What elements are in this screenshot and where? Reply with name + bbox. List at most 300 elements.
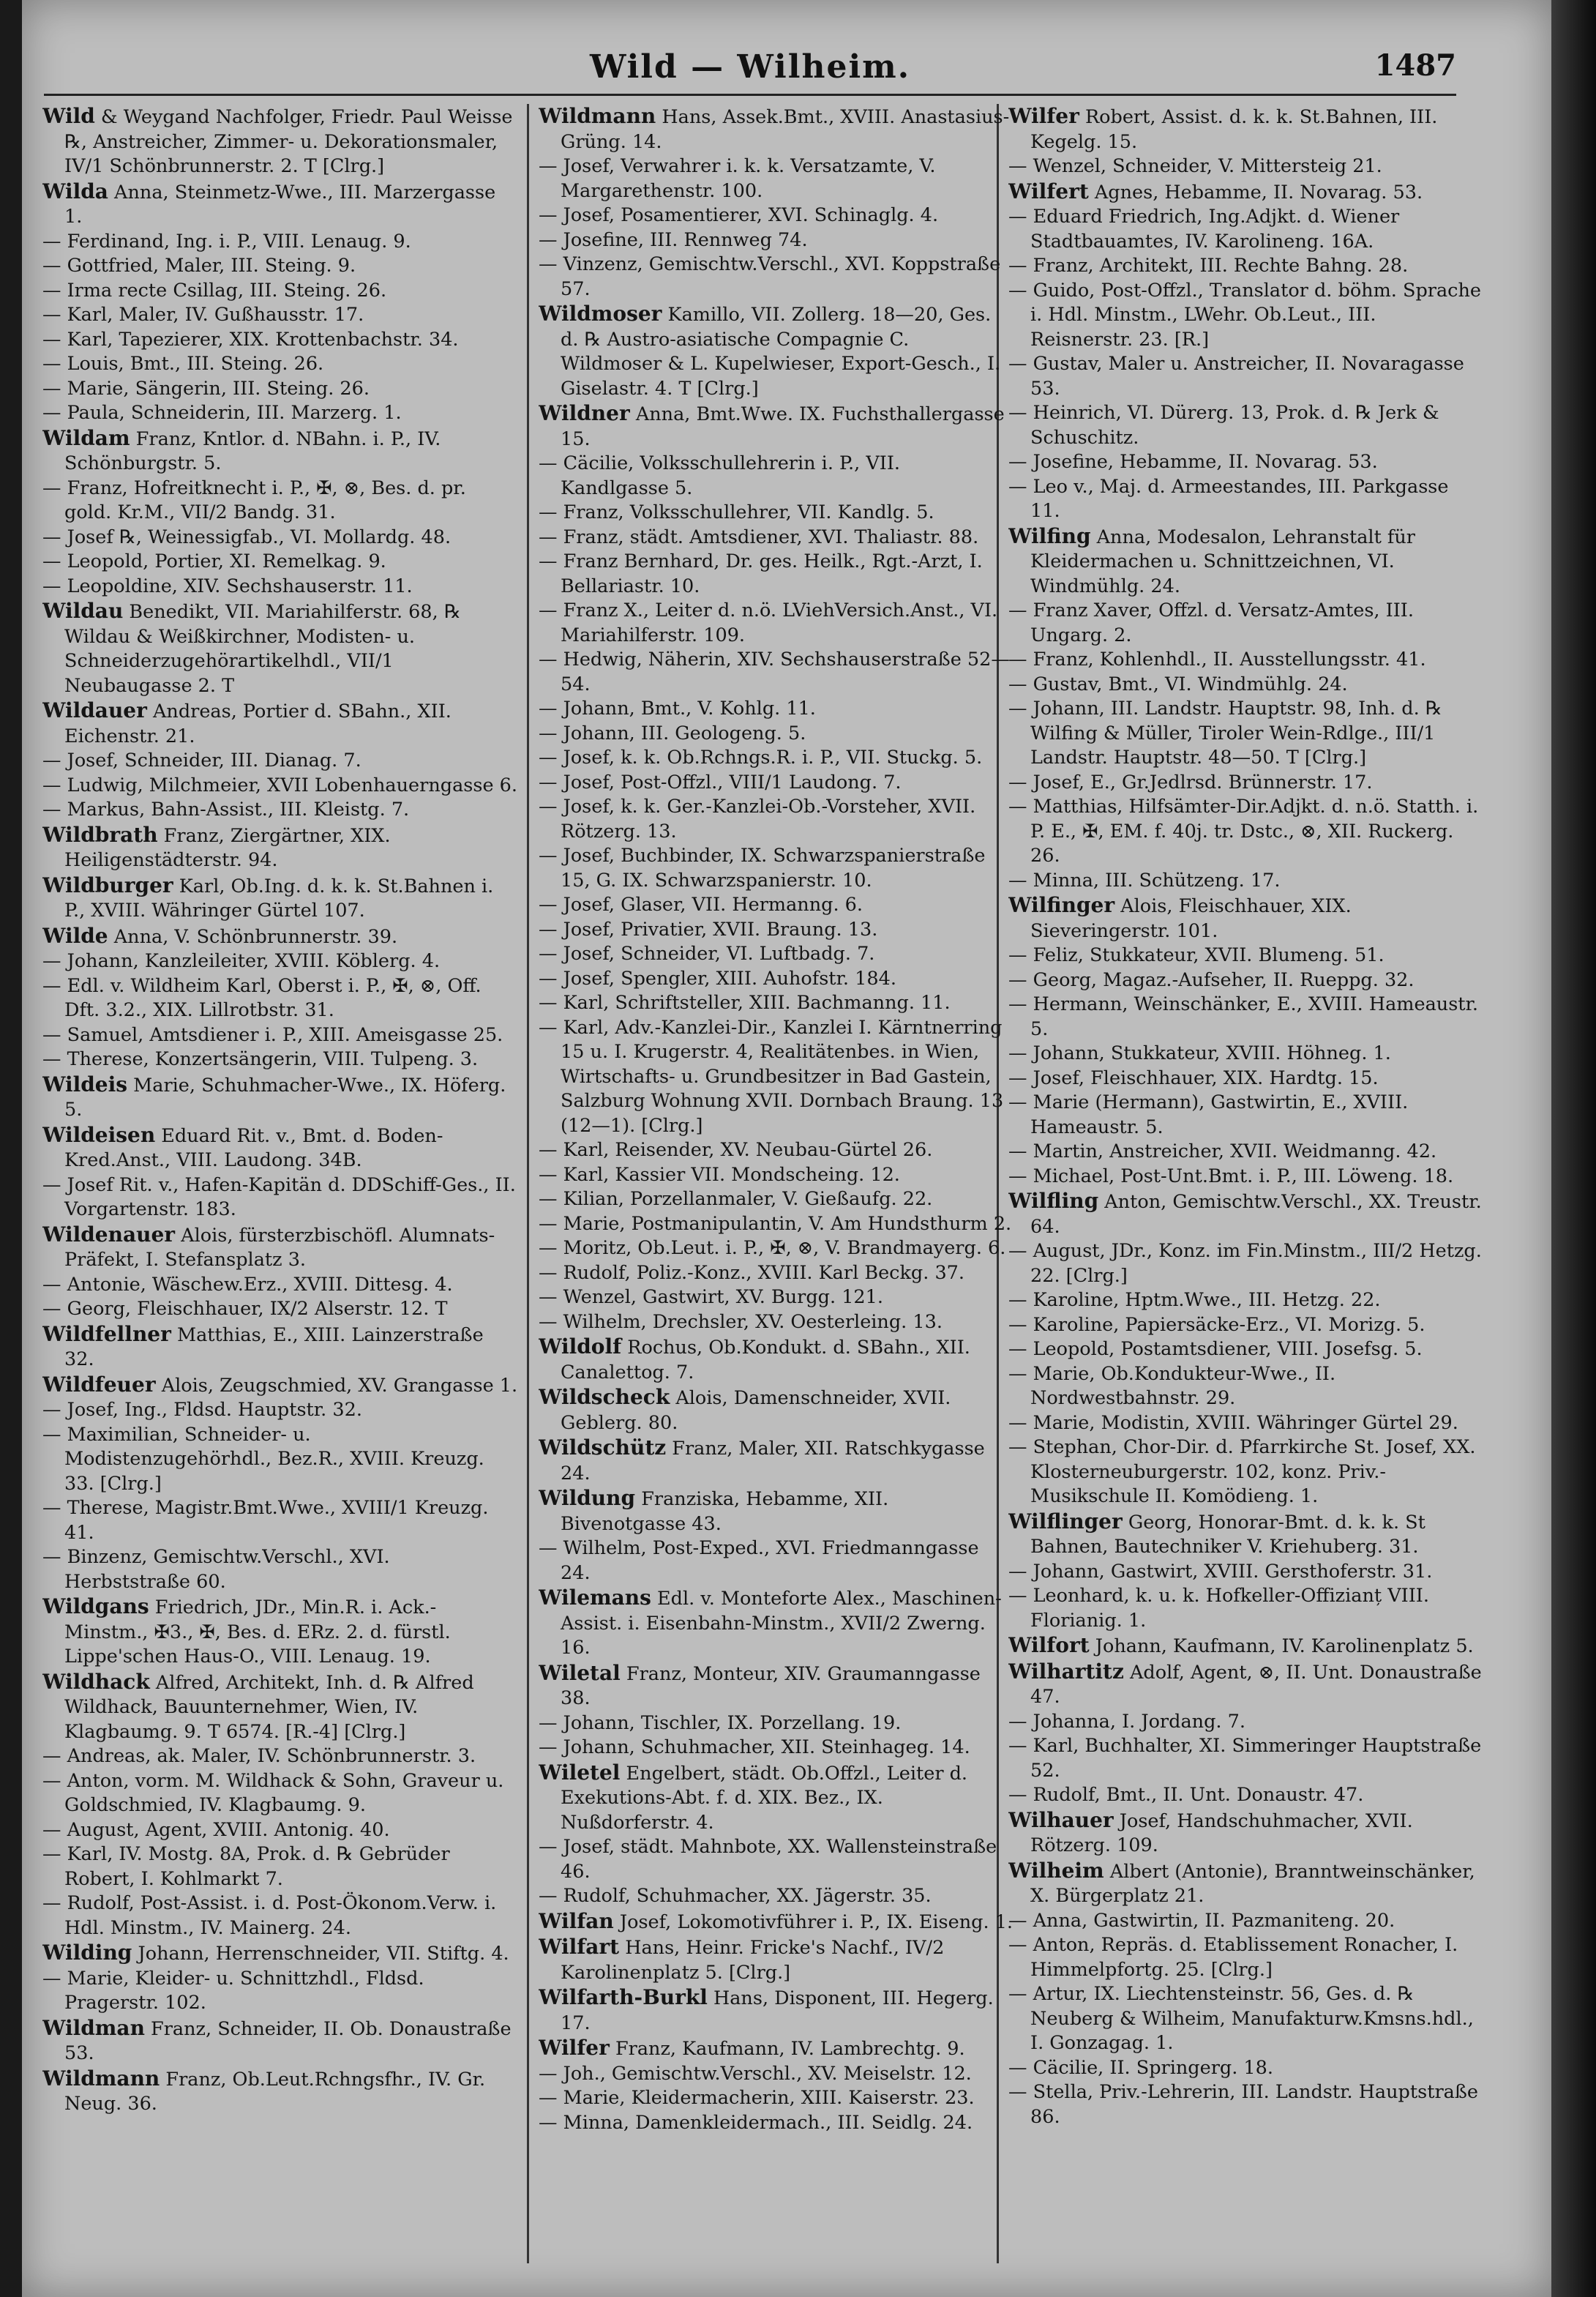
directory-entry xyxy=(539,1385,1014,1435)
entry-text: Engelbert, städt. Ob.Offzl., Leiter d. Exekutions-Abt. f. d. XIX. Bez., IX. Nußdorferstr. 4. xyxy=(561,1762,968,1834)
column-1 xyxy=(42,104,518,2271)
entry-surname: Wildscheck xyxy=(539,1385,670,1409)
directory-entry xyxy=(1008,1067,1484,1091)
entry-text: — Marie, Ob.Kondukteur-Wwe., II. Nordwestbahnstr. 29. xyxy=(1008,1362,1336,1409)
directory-entry xyxy=(1008,1239,1484,1288)
entry-surname: Wilfer xyxy=(539,2036,610,2060)
entry-text: Agnes, Hebamme, II. Novarag. 53. xyxy=(1088,181,1423,203)
entry-text: — Johann, Tischler, IX. Porzellang. 19. xyxy=(539,1711,902,1734)
directory-entry xyxy=(1008,869,1484,894)
entry-text: — Franz, Architekt, III. Rechte Bahng. 28. xyxy=(1008,255,1409,277)
directory-entry xyxy=(539,1285,1014,1310)
entry-text: Marie, Schuhmacher-Wwe., IX. Höferg. 5. xyxy=(64,1074,506,1121)
directory-entry xyxy=(1008,524,1484,600)
entry-text: Alfred, Architekt, Inh. d. ℞ Alfred Wildhack, Bauunternehmer, Wien, IV. Klagbaumg. 9. T 6574. [R.-4] [Clrg.] xyxy=(64,1671,474,1743)
directory-entry xyxy=(42,873,518,924)
directory-entry xyxy=(42,774,518,799)
entry-text: — Karl, Adv.-Kanzlei-Dir., Kanzlei I. Kärntnerring 15 u. I. Krugerstr. 4, Realitätenbes. in Wien, Wirtschafts- u. Grundbesitzer in Bad Gastein, Salzburg Wohnung XVII. Dornbach Braung. 13 (12—1). [Clrg.] xyxy=(539,1016,1004,1137)
directory-entry xyxy=(1008,1362,1484,1411)
directory-entry xyxy=(42,1744,518,1769)
entry-surname: Wilhartitz xyxy=(1008,1659,1124,1684)
directory-entry xyxy=(539,893,1014,918)
directory-entry xyxy=(42,1023,518,1048)
entry-surname: Wilfinger xyxy=(1008,893,1115,917)
directory-entry xyxy=(539,1212,1014,1237)
directory-entry xyxy=(539,1016,1014,1139)
directory-entry xyxy=(539,1486,1014,1536)
entry-surname: Wildung xyxy=(539,1486,636,1510)
entry-text: — Josef, Schneider, III. Dianag. 7. xyxy=(42,750,361,772)
entry-text: — Gustav, Maler u. Anstreicher, II. Novaragasse 53. xyxy=(1008,353,1464,400)
entry-surname: Wildolf xyxy=(539,1334,622,1359)
directory-entry xyxy=(539,1435,1014,1486)
directory-entry xyxy=(1008,599,1484,648)
entry-text: — Johann, III. Landstr. Hauptstr. 98, Inh. d. ℞ Wilfing & Müller, Tiroler Wein-Rdlge., III/1 Landstr. Hauptstr. 48—50. T [Clrg.] xyxy=(1008,698,1442,769)
entry-surname: Wilda xyxy=(42,179,108,203)
entry-text: — Rudolf, Schuhmacher, XX. Jägerstr. 35. xyxy=(539,1885,932,1907)
directory-entry xyxy=(42,1173,518,1222)
entry-text: Josef, Handschuhmacher, XVII. Rötzerg. 109. xyxy=(1030,1809,1413,1856)
directory-entry xyxy=(42,1967,518,2016)
directory-entry xyxy=(42,477,518,526)
directory-entry xyxy=(539,1884,1014,1909)
directory-entry xyxy=(539,104,1014,154)
entry-surname: Wilding xyxy=(42,1941,132,1965)
entry-text: — Marie, Sängerin, III. Steing. 26. xyxy=(42,377,370,400)
entry-text: — Josef Rit. v., Hafen-Kapitän d. DDSchiff-Ges., II. Vorgartenstr. 183. xyxy=(42,1173,516,1220)
entry-text: Georg, Honorar-Bmt. d. k. k. St Bahnen, Bautechniker V. Kriehuberg. 31. xyxy=(1030,1511,1425,1558)
directory-entry xyxy=(539,697,1014,722)
directory-entry xyxy=(539,746,1014,771)
entry-text: — Leopold, Postamtsdiener, VIII. Josefsg. 5. xyxy=(1008,1338,1423,1360)
entry-text: Eduard Rit. v., Bmt. d. Boden-Kred.Anst., VIII. Laudong. 34B. xyxy=(64,1124,443,1171)
directory-entry xyxy=(539,401,1014,452)
directory-entry xyxy=(1008,1710,1484,1735)
directory-entry xyxy=(42,328,518,353)
directory-entry xyxy=(1008,893,1484,944)
entry-text: — Ludwig, Milchmeier, XVII Lobenhauerngasse 6. xyxy=(42,774,517,796)
directory-entry xyxy=(42,1322,518,1372)
entry-text: — Josefine, III. Rennweg 74. xyxy=(539,228,808,251)
page-header xyxy=(44,44,1456,88)
entry-text: — Josef, Spengler, XIII. Auhofstr. 184. xyxy=(539,967,896,990)
entry-text: Anton, Gemischtw.Verschl., XX. Treustr. 64. xyxy=(1030,1191,1482,1238)
entry-text: — Karl, Tapezierer, XIX. Krottenbachstr. 34. xyxy=(42,328,459,351)
directory-entry xyxy=(1008,450,1484,475)
directory-entry xyxy=(539,1163,1014,1188)
entry-text: — Vinzenz, Gemischtw.Verschl., XVI. Koppstraße 57. xyxy=(539,253,1001,300)
entry-text: Franz, Kntlor. d. NBahn. i. P., IV. Schönburgstr. 5. xyxy=(64,427,441,474)
directory-entry xyxy=(539,203,1014,228)
directory-entry xyxy=(1008,1909,1484,1934)
directory-entry xyxy=(1008,968,1484,993)
entry-surname: Wildam xyxy=(42,425,130,450)
entry-surname: Wildfellner xyxy=(42,1321,171,1346)
entry-text: — Anton, vorm. M. Wildhack & Sohn, Graveur u. Goldschmied, IV. Klagbaumg. 9. xyxy=(42,1769,504,1816)
entry-text: Johann, Kaufmann, IV. Karolinenplatz 5. xyxy=(1089,1635,1474,1657)
directory-entry xyxy=(42,1398,518,1423)
entry-text: — Johann, Schuhmacher, XII. Steinhageg. 14. xyxy=(539,1736,970,1758)
entry-text: — Franz Bernhard, Dr. ges. Heilk., Rgt.-Arzt, I. Bellariastr. 10. xyxy=(539,550,983,597)
directory-entry xyxy=(42,1297,518,1322)
entry-text: — Maximilian, Schneider- u. Modistenzugehörhdl., Bez.R., XVIII. Kreuzg. 33. [Clrg.] xyxy=(42,1423,484,1495)
entry-text: Alois, Zeugschmied, XV. Grangasse 1. xyxy=(155,1374,518,1397)
entry-text: — Josef, Fleischhauer, XIX. Hardtg. 15. xyxy=(1008,1067,1379,1089)
entry-text: — Rudolf, Bmt., II. Unt. Donaustr. 47. xyxy=(1008,1784,1364,1806)
directory-entry xyxy=(42,377,518,402)
entry-text: — Leonhard, k. u. k. Hofkeller-Offizianț VIII. Florianig. 1. xyxy=(1008,1585,1429,1632)
entry-text: Anna, Steinmetz-Wwe., III. Marzergasse 1. xyxy=(64,181,496,228)
directory-entry xyxy=(42,1842,518,1891)
directory-entry xyxy=(539,1536,1014,1586)
entry-text: — Karl, IV. Mostg. 8A, Prok. d. ℞ Gebrüder Robert, I. Kohlmarkt 7. xyxy=(42,1843,450,1890)
column-3 xyxy=(1008,104,1484,2271)
entry-text: — Karl, Buchhalter, XI. Simmeringer Hauptstraße 52. xyxy=(1008,1735,1482,1782)
directory-entry xyxy=(42,1496,518,1545)
directory-entry xyxy=(539,722,1014,747)
entry-text: Alois, fürsterzbischöfl. Alumnats-Präfekt, I. Stefansplatz 3. xyxy=(64,1224,495,1271)
entry-surname: Wilhauer xyxy=(1008,1807,1114,1832)
entry-text: Anna, Modesalon, Lehranstalt für Kleidermachen u. Schnittzeichnen, VI. Windmühlg. 24. xyxy=(1030,526,1415,597)
directory-entry xyxy=(539,2036,1014,2062)
directory-entry xyxy=(1008,352,1484,401)
entry-text: Josef, Lokomotivführer i. P., IX. Eiseng. 1. xyxy=(613,1911,1014,1933)
directory-entry xyxy=(1008,993,1484,1042)
directory-entry xyxy=(42,550,518,575)
directory-entry xyxy=(42,1941,518,1967)
entry-text: — Wilhelm, Drechsler, XV. Oesterleing. 13. xyxy=(539,1310,943,1333)
entry-text: — Binzenz, Gemischtw.Verschl., XVI. Herbststraße 60. xyxy=(42,1546,390,1593)
directory-entry xyxy=(1008,279,1484,353)
entry-text: Franz, Ziergärtner, XIX. Heiligenstädterstr. 94. xyxy=(64,824,391,871)
directory-entry xyxy=(1008,1288,1484,1313)
entry-text: — Minna, Damenkleidermach., III. Seidlg. 24. xyxy=(539,2111,973,2134)
directory-entry xyxy=(539,154,1014,203)
entry-text: — Guido, Post-Offzl., Translator d. böhm. Sprache i. Hdl. Minstm., LWehr. Ob.Leut., III. Reisnerstr. 23. [R.] xyxy=(1008,279,1481,351)
entry-surname: Wilemans xyxy=(539,1586,651,1610)
directory-entry xyxy=(1008,1435,1484,1509)
directory-entry xyxy=(1008,254,1484,279)
entry-text: Robert, Assist. d. k. k. St.Bahnen, III. Kegelg. 15. xyxy=(1030,106,1438,153)
entry-text: Matthias, E., XIII. Lainzerstraße 32. xyxy=(64,1323,484,1370)
entry-surname: Wildmann xyxy=(42,2066,160,2091)
entry-text: — Matthias, Hilfsämter-Dir.Adjkt. d. n.ö. Statth. i. P. E., ✠, EM. f. 40j. tr. Dstc., ⊗, XII. Ruckerg. 26. xyxy=(1008,796,1479,867)
entry-text: Karl, Ob.Ing. d. k. k. St.Bahnen i. P., XVIII. Währinger Gürtel 107. xyxy=(64,875,494,922)
directory-entry xyxy=(539,1138,1014,1163)
entry-text: — Josef, E., Gr.Jedlrsd. Brünnerstr. 17. xyxy=(1008,771,1373,793)
directory-entry xyxy=(539,942,1014,967)
directory-entry xyxy=(539,501,1014,526)
entry-text: Franz, Monteur, XIV. Graumanngasse 38. xyxy=(561,1662,981,1709)
entry-text: — Franz, städt. Amtsdiener, XVI. Thaliastr. 88. xyxy=(539,526,979,548)
directory-entry xyxy=(539,228,1014,253)
entry-text: — Moritz, Ob.Leut. i. P., ✠, ⊗, V. Brandmayerg. 6. xyxy=(539,1237,1006,1259)
directory-entry xyxy=(539,2111,1014,2136)
entry-text: — Samuel, Amtsdiener i. P., XIII. Ameisgasse 25. xyxy=(42,1023,503,1046)
directory-entry xyxy=(42,1047,518,1072)
entry-text: Johann, Herrenschneider, VII. Stiftg. 4. xyxy=(132,1943,509,1965)
entry-text: Adolf, Agent, ⊗, II. Unt. Donaustraße 47. xyxy=(1030,1661,1482,1708)
entry-text: — Marie, Modistin, XVIII. Währinger Gürtel 29. xyxy=(1008,1411,1458,1434)
entry-text: — Leo v., Maj. d. Armeestandes, III. Parkgasse 11. xyxy=(1008,475,1449,522)
directory-entry xyxy=(1008,1933,1484,1982)
entry-text: Franz, Kaufmann, IV. Lambrechtg. 9. xyxy=(609,2038,965,2060)
entry-surname: Wildburger xyxy=(42,873,173,897)
entry-text: — Josef, Glaser, VII. Hermanng. 6. xyxy=(539,894,863,916)
directory-entry xyxy=(539,550,1014,599)
entry-surname: Wiletel xyxy=(539,1760,621,1785)
entry-text: — Stephan, Chor-Dir. d. Pfarrkirche St. Josef, XX. Klosterneuburgerstr. 102, konz. Priv.-Musikschule II. Komödieng. 1. xyxy=(1008,1436,1476,1507)
directory-entry xyxy=(42,1891,518,1941)
entry-text: Hans, Heinr. Fricke's Nachf., IV/2 Karolinenplatz 5. [Clrg.] xyxy=(561,1937,945,1984)
entry-text: — Feliz, Stukkateur, XVII. Blumeng. 51. xyxy=(1008,944,1385,966)
entry-text: Andreas, Portier d. SBahn., XII. Eichenstr. 21. xyxy=(64,701,452,747)
entry-text: — Karoline, Papiersäcke-Erz., VI. Morizg. 5. xyxy=(1008,1313,1425,1336)
directory-entry xyxy=(1008,1584,1484,1633)
entry-text: Friedrich, JDr., Min.R. i. Ack.-Minstm., ✠3., ✠, Bes. d. ERz. 2. d. fürstl. Lippe'schen Haus-O., VIII. Lenaug. 19. xyxy=(64,1596,451,1667)
directory-entry xyxy=(42,949,518,974)
entry-text: — Marie, Kleider- u. Schnittzhdl., Fldsd. Pragerstr. 102. xyxy=(42,1967,424,2014)
directory-entry xyxy=(1008,1189,1484,1239)
directory-entry xyxy=(539,844,1014,893)
directory-entry xyxy=(1008,1140,1484,1165)
directory-entry xyxy=(1008,1313,1484,1338)
entry-surname: Wildhack xyxy=(42,1669,150,1694)
directory-entry xyxy=(539,967,1014,992)
entry-text: — Anton, Repräs. d. Etablissement Ronacher, I. Himmelpfortg. 25. [Clrg.] xyxy=(1008,1934,1458,1981)
entry-text: — Hedwig, Näherin, XIV. Sechshauserstraße 52—54. xyxy=(539,649,1010,695)
directory-entry xyxy=(42,575,518,600)
directory-entry xyxy=(1008,1165,1484,1189)
directory-entry xyxy=(539,1661,1014,1711)
entry-text: — Antonie, Wäschew.Erz., XVIII. Dittesg. 4. xyxy=(42,1273,453,1296)
directory-entry xyxy=(1008,1560,1484,1585)
entry-text: — Josef, Privatier, XVII. Braung. 13. xyxy=(539,918,878,941)
entry-surname: Wildbrath xyxy=(42,822,158,847)
directory-entry xyxy=(539,253,1014,302)
entry-text: — Josef, k. k. Ob.Rchngs.R. i. P., VII. Stuckg. 5. xyxy=(539,747,983,769)
entry-surname: Wildman xyxy=(42,2015,145,2040)
directory-entry xyxy=(1008,154,1484,179)
directory-entry xyxy=(539,771,1014,796)
directory-entry xyxy=(1008,1633,1484,1659)
directory-entry xyxy=(1008,648,1484,673)
directory-entry xyxy=(539,795,1014,844)
directory-entry xyxy=(1008,1337,1484,1362)
directory-entry xyxy=(539,648,1014,697)
entry-text: — Therese, Magistr.Bmt.Wwe., XVIII/1 Kreuzg. 41. xyxy=(42,1497,489,1544)
directory-entry xyxy=(539,1909,1014,1935)
entry-surname: Wildeisen xyxy=(42,1122,156,1147)
entry-text: — Karl, Kassier VII. Mondscheing. 12. xyxy=(539,1163,900,1186)
directory-entry xyxy=(1008,475,1484,524)
directory-entry xyxy=(1008,1509,1484,1560)
entry-surname: Wilfling xyxy=(1008,1189,1099,1213)
directory-entry xyxy=(42,279,518,304)
column-2 xyxy=(539,104,1014,2271)
entry-surname: Wildeis xyxy=(42,1072,128,1097)
entry-surname: Wilde xyxy=(42,923,108,948)
entry-text: Benedikt, VII. Mariahilferstr. 68, ℞ Wildau & Weißkirchner, Modisten- u. Schneiderzugehörartikelhdl., VII/1 Neubaugasse 2. T xyxy=(64,601,461,697)
entry-text: — Johann, Gastwirt, XVIII. Gersthoferstr. 31. xyxy=(1008,1560,1433,1583)
directory-entry xyxy=(1008,1982,1484,2056)
directory-entry xyxy=(539,1835,1014,1884)
entry-surname: Wilfing xyxy=(1008,523,1091,548)
directory-entry xyxy=(42,599,518,698)
entry-surname: Wild xyxy=(42,104,95,128)
directory-entry xyxy=(42,1123,518,1173)
entry-text: — Marie (Hermann), Gastwirtin, E., XVIII. Hameaustr. 5. xyxy=(1008,1091,1409,1138)
entry-surname: Wildenauer xyxy=(42,1222,176,1247)
entry-text: & Weygand Nachfolger, Friedr. Paul Weisse ℞, Anstreicher, Zimmer- u. Dekorationsmaler, IV/1 Schönbrunnerstr. 2. T [Clrg.] xyxy=(64,106,513,177)
entry-text: — Ferdinand, Ing. i. P., VIII. Lenaug. 9. xyxy=(42,230,411,253)
column-divider xyxy=(527,104,529,2263)
entry-text: — Heinrich, VI. Dürerg. 13, Prok. d. ℞ Jerk & Schuschitz. xyxy=(1008,402,1439,449)
directory-entry xyxy=(42,1670,518,1745)
directory-entry xyxy=(42,104,518,179)
entry-text: — Gustav, Bmt., VI. Windmühlg. 24. xyxy=(1008,673,1348,695)
entry-text: — Franz Xaver, Offzl. d. Versatz-Amtes, III. Ungarg. 2. xyxy=(1008,600,1414,646)
directory-entry xyxy=(42,749,518,774)
directory-entry xyxy=(1008,795,1484,869)
directory-entry xyxy=(539,1736,1014,1760)
entry-text: — Irma recte Csillag, III. Steing. 26. xyxy=(42,279,387,302)
entry-text: — Kilian, Porzellanmaler, V. Gießaufg. 22. xyxy=(539,1188,933,1210)
directory-entry xyxy=(42,698,518,749)
directory-entry xyxy=(539,2062,1014,2087)
entry-surname: Wilfart xyxy=(539,1935,620,1959)
entry-text: — Johann, III. Geologeng. 5. xyxy=(539,722,806,744)
entry-text: — Franz, Kohlenhdl., II. Ausstellungsstr. 41. xyxy=(1008,649,1426,671)
entry-text: — Minna, III. Schützeng. 17. xyxy=(1008,869,1281,892)
entry-text: — Rudolf, Post-Assist. i. d. Post-Ökonom.Verw. i. Hdl. Minstm., IV. Mainerg. 24. xyxy=(42,1892,497,1939)
directory-entry xyxy=(539,1760,1014,1836)
directory-entry xyxy=(42,426,518,477)
entry-text: — Josefine, Hebamme, II. Novarag. 53. xyxy=(1008,451,1378,473)
running-head: Wild — Wilheim. xyxy=(589,48,911,86)
directory-entry xyxy=(1008,2080,1484,2129)
entry-text: — Marie, Kleidermacherin, XIII. Kaiserstr. 23. xyxy=(539,2087,975,2109)
entry-text: — Karoline, Hptm.Wwe., III. Hetzg. 22. xyxy=(1008,1289,1381,1311)
entry-text: — Wilhelm, Post-Exped., XVI. Friedmanngasse 24. xyxy=(539,1537,979,1584)
entry-text: — Artur, IX. Liechtensteinstr. 56, Ges. d. ℞ Neuberg & Wilheim, Manufakturw.Kmsns.hdl., I. Gonzagag. 1. xyxy=(1008,1983,1474,2054)
directory-entry xyxy=(1008,1734,1484,1783)
directory-entry xyxy=(42,2066,518,2117)
entry-surname: Wildschütz xyxy=(539,1435,667,1460)
directory-entry xyxy=(539,302,1014,401)
entry-text: Franziska, Hebamme, XII. Bivenotgasse 43. xyxy=(561,1488,889,1535)
entry-surname: Wilfert xyxy=(1008,179,1089,203)
entry-text: — Josef, Post-Offzl., VIII/1 Laudong. 7. xyxy=(539,771,902,793)
directory-entry xyxy=(42,526,518,550)
entry-text: — Josef, Schneider, VI. Luftbadg. 7. xyxy=(539,943,875,965)
directory-entry xyxy=(1008,1411,1484,1436)
directory-entry xyxy=(42,1769,518,1818)
entry-text: Hans, Assek.Bmt., XVIII. Anastasius-Grüng. 14. xyxy=(561,106,1010,153)
entry-text: — Franz X., Leiter d. n.ö. LViehVersich.Anst., VI. Mariahilferstr. 109. xyxy=(539,600,998,646)
book-spine xyxy=(1551,0,1596,2297)
entry-text: — Paula, Schneiderin, III. Marzerg. 1. xyxy=(42,402,402,424)
entry-surname: Wildau xyxy=(42,599,124,623)
directory-entry xyxy=(539,1586,1014,1661)
directory-entry xyxy=(539,526,1014,550)
entry-text: — Marie, Postmanipulantin, V. Am Hundsthurm 2. xyxy=(539,1212,1012,1235)
directory-entry xyxy=(539,452,1014,501)
directory-entry xyxy=(1008,673,1484,698)
header-rule xyxy=(44,94,1456,96)
directory-entry xyxy=(1008,1783,1484,1808)
directory-entry xyxy=(42,1545,518,1594)
entry-text: — Anna, Gastwirtin, II. Pazmaniteng. 20. xyxy=(1008,1909,1395,1932)
directory-entry xyxy=(1008,179,1484,206)
entry-text: — Josef, Verwahrer i. k. k. Versatzamte, V. Margarethenstr. 100. xyxy=(539,155,936,202)
directory-entry xyxy=(42,924,518,950)
entry-text: — Johann, Bmt., V. Kohlg. 11. xyxy=(539,698,816,720)
entry-text: — Georg, Fleischhauer, IX/2 Alserstr. 12. T xyxy=(42,1298,448,1320)
entry-surname: Wildner xyxy=(539,401,630,425)
directory-entry xyxy=(1008,697,1484,771)
entry-text: Franz, Schneider, II. Ob. Donaustraße 53. xyxy=(64,2017,512,2064)
directory-entry xyxy=(42,352,518,377)
entry-surname: Wilfer xyxy=(1008,104,1079,128)
directory-entry xyxy=(539,1236,1014,1261)
directory-entry xyxy=(42,1818,518,1843)
entry-text: Anna, V. Schönbrunnerstr. 39. xyxy=(108,925,398,948)
entry-surname: Wilfort xyxy=(1008,1633,1090,1657)
entry-surname: Wiletal xyxy=(539,1660,621,1685)
directory-entry xyxy=(1008,104,1484,154)
directory-entry xyxy=(539,1261,1014,1286)
directory-entry xyxy=(1008,205,1484,254)
directory-entry xyxy=(42,254,518,279)
entry-text: Alois, Fleischhauer, XIX. Sieveringerstr. 101. xyxy=(1030,895,1352,942)
directory-entry xyxy=(42,798,518,823)
entry-text: Franz, Ob.Leut.Rchngsfhr., IV. Gr. Neug. 36. xyxy=(64,2068,486,2115)
directory-entry xyxy=(539,1711,1014,1736)
entry-text: — Karl, Maler, IV. Gußhausstr. 17. xyxy=(42,304,364,326)
entry-text: Kamillo, VII. Zollerg. 18—20, Ges. d. ℞ Austro-asiatische Compagnie C. Wildmoser & L. Kupelwieser, Export-Gesch., I. Giselastr. 4. T [Clrg.] xyxy=(561,304,1001,400)
entry-text: — Johann, Stukkateur, XVIII. Höhneg. 1. xyxy=(1008,1042,1391,1064)
entry-text: Franz, Maler, XII. Ratschkygasse 24. xyxy=(561,1438,985,1484)
entry-surname: Wilheim xyxy=(1008,1858,1104,1883)
entry-text: — Josef, Posamentierer, XVI. Schinaglg. 4. xyxy=(539,204,939,226)
entry-text: — Edl. v. Wildheim Karl, Oberst i. P., ✠, ⊗, Off. Dft. 3.2., XIX. Lillrotbstr. 31. xyxy=(42,974,482,1021)
entry-text: Hans, Disponent, III. Hegerg. 17. xyxy=(561,1987,994,2034)
entry-text: — Andreas, ak. Maler, IV. Schönbrunnerstr. 3. xyxy=(42,1745,476,1767)
directory-entry xyxy=(1008,401,1484,450)
entry-text: — Therese, Konzertsängerin, VIII. Tulpeng. 3. xyxy=(42,1048,479,1070)
entry-surname: Wildfeuer xyxy=(42,1372,156,1397)
entry-text: — Franz, Volksschullehrer, VII. Kandlg. 5. xyxy=(539,501,934,523)
entry-text: — Leopold, Portier, XI. Remelkag. 9. xyxy=(42,550,386,572)
entry-text: — Wenzel, Schneider, V. Mittersteig 21. xyxy=(1008,155,1382,177)
directory-entry xyxy=(539,1310,1014,1335)
directory-entry xyxy=(539,2086,1014,2111)
entry-text: — Cäcilie, II. Springerg. 18. xyxy=(1008,2056,1273,2079)
directory-entry xyxy=(1008,1808,1484,1859)
entry-text: Alois, Damenschneider, XVII. Geblerg. 80. xyxy=(561,1387,951,1434)
entry-text: — August, Agent, XVIII. Antonig. 40. xyxy=(42,1818,390,1841)
entry-text: Edl. v. Monteforte Alex., Maschinen-Assist. i. Eisenbahn-Minstm., XVII/2 Zwerng. 16. xyxy=(561,1588,1002,1659)
entry-text: — Karl, Reisender, XV. Neubau-Gürtel 26. xyxy=(539,1139,933,1161)
entry-text: — Georg, Magaz.-Aufseher, II. Rueppg. 32. xyxy=(1008,968,1415,991)
directory-entry xyxy=(42,401,518,426)
entry-text: — Josef, städt. Mahnbote, XX. Wallensteinstraße 46. xyxy=(539,1836,997,1883)
entry-text: — Wenzel, Gastwirt, XV. Burgg. 121. xyxy=(539,1286,883,1308)
directory-entry xyxy=(42,303,518,328)
directory-entry xyxy=(539,1935,1014,1985)
entry-surname: Wildmann xyxy=(539,104,656,128)
